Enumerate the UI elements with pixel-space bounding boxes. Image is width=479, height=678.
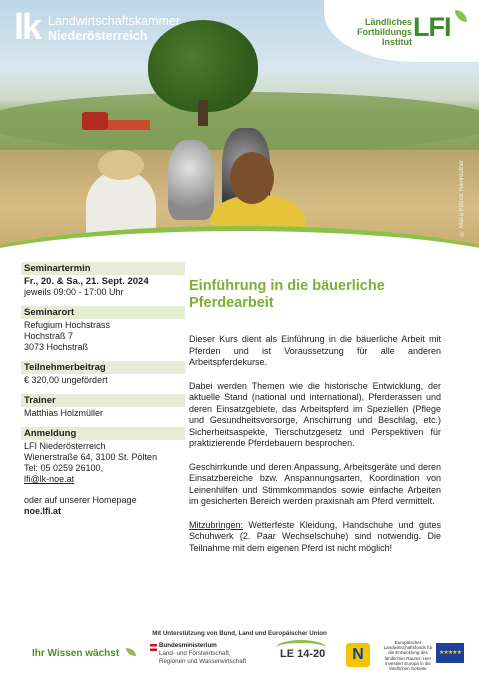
seminarort-line3: 3073 Hochstraß <box>24 342 89 352</box>
photo-hat <box>98 150 144 180</box>
homepage-link[interactable]: noe.lfi.at <box>24 506 62 516</box>
anmeldung-address: Wienerstraße 64, 3100 St. Pölten <box>24 452 158 462</box>
leaf-icon <box>126 648 136 656</box>
lfi-logo-mark: LFI <box>413 12 451 42</box>
seminartermin-time: jeweils 09:00 - 17:00 Uhr <box>24 287 124 297</box>
anmeldung-section <box>24 427 182 485</box>
seminartermin-heading: Seminartermin <box>21 262 185 275</box>
trainer-heading: Trainer <box>21 394 185 407</box>
photo-hair <box>230 152 274 204</box>
le-logo: LE 14-20 <box>280 648 326 660</box>
bring-label: Mitzubringen: <box>189 519 244 530</box>
homepage-note <box>24 495 182 517</box>
anmeldung-phone: Tel: 05 0259 26100, <box>24 463 104 473</box>
eu-flag-icon: ★★★★★ <box>436 643 464 663</box>
paragraph-intro: Dieser Kurs dient als Einführung in die bäuerliche Arbeit mit Pferden und ist Voraussetzung für alle anderen Arbeitspferdekurse. <box>189 334 441 367</box>
lk-name-line1: Landwirtschaftskammer <box>48 14 181 28</box>
description-column <box>189 278 441 566</box>
support-line: Mit Unterstützung von Bund, Land und Europäischer Union <box>152 630 327 637</box>
seminarort-section <box>24 306 182 353</box>
lfi-line3: Institut <box>382 37 412 47</box>
homepage-text: oder auf unserer Homepage <box>24 495 137 505</box>
seminartermin-date: Fr., 20. & Sa., 21. Sept. 2024 <box>24 276 149 287</box>
course-title: Einführung in die bäuerliche Pferdearbeit <box>189 278 385 311</box>
ministry-logo <box>147 642 246 666</box>
seminartermin-section <box>24 262 182 298</box>
lfi-logo-text <box>357 17 412 47</box>
teilnehmerbeitrag-value: € 320,00 ungefördert <box>24 375 108 385</box>
photo-tree-trunk <box>198 100 208 126</box>
lk-name-line2: Niederösterreich <box>48 29 148 43</box>
seminarort-heading: Seminarort <box>21 306 185 319</box>
anmeldung-email-link[interactable]: lfi@lk-noe.at <box>24 474 75 484</box>
trainer-name: Matthias Holzmüller <box>24 408 104 418</box>
lk-logo-mark: lk <box>14 6 41 47</box>
noe-logo: N <box>346 643 370 667</box>
lfi-line2: Fortbildungs <box>357 27 412 37</box>
ministry-line2: Land- und Forstwirtschaft, <box>159 650 231 657</box>
slogan: Ihr Wissen wächst <box>32 648 120 659</box>
paragraph-topics: Dabei werden Themen wie die historische Entwicklung, der aktuelle Stand (national und international), Pferderassen und deren Einsatzgebiete, das Arbeitspferd im Speziellen (Pflege und Gesundheitsvorsorge, Anschirrung und Beschlag, etc.) Sicherheitsaspekte, Tierschutzgesetz und Perspektiven für praktizierende Pferdebauern besprochen. <box>189 380 441 448</box>
anmeldung-org: LFI Niederösterreich <box>24 441 106 451</box>
info-column <box>24 262 182 517</box>
photo-horse-grey <box>168 140 214 220</box>
anmeldung-heading: Anmeldung <box>21 427 185 440</box>
ministry-line1: Bundesministerium <box>159 642 217 649</box>
seminarort-line1: Refugium Hochstrass <box>24 320 111 330</box>
lk-logo <box>14 6 181 47</box>
photo-credit: © Maria Patrick Hainreuther <box>459 160 465 236</box>
eu-fund-text: Europäischer Landwirtschaftsfonds für die Entwicklung des ländlichen Raums: Hier investiert Europa in die ländlichen Gebiete <box>383 640 433 672</box>
paragraph-bring <box>189 520 441 555</box>
seminarort-line2: Hochstraß 7 <box>24 331 74 341</box>
bring-text: Wetterfeste Kleidung, Handschuhe und gutes Schuhwerk (2. Paar Wechselschuhe) sind notwendig. Die Teilnahme mit dem eigenen Pferd ist nicht möglich! <box>189 519 441 553</box>
paragraph-practice: Geschirrkunde und deren Anpassung, Arbeitsgeräte und deren Einsatzbereiche bzw. Anspannungsarten, Koordination von Leinenhilfen und Stimmkommandos sowie einfache Arbeiten im gesicherten Bereich werden praxisnah am Pferd vermittelt. <box>189 461 441 506</box>
ministry-line3: Regionen und Wasserwirtschaft <box>159 658 247 665</box>
teilnehmerbeitrag-heading: Teilnehmerbeitrag <box>21 361 185 374</box>
teilnehmerbeitrag-section <box>24 361 182 386</box>
lk-logo-text <box>48 14 180 44</box>
photo-tractor <box>82 112 108 130</box>
photo-trailer <box>108 120 150 130</box>
lfi-line1: Ländliches <box>364 17 412 27</box>
trainer-section <box>24 394 182 419</box>
